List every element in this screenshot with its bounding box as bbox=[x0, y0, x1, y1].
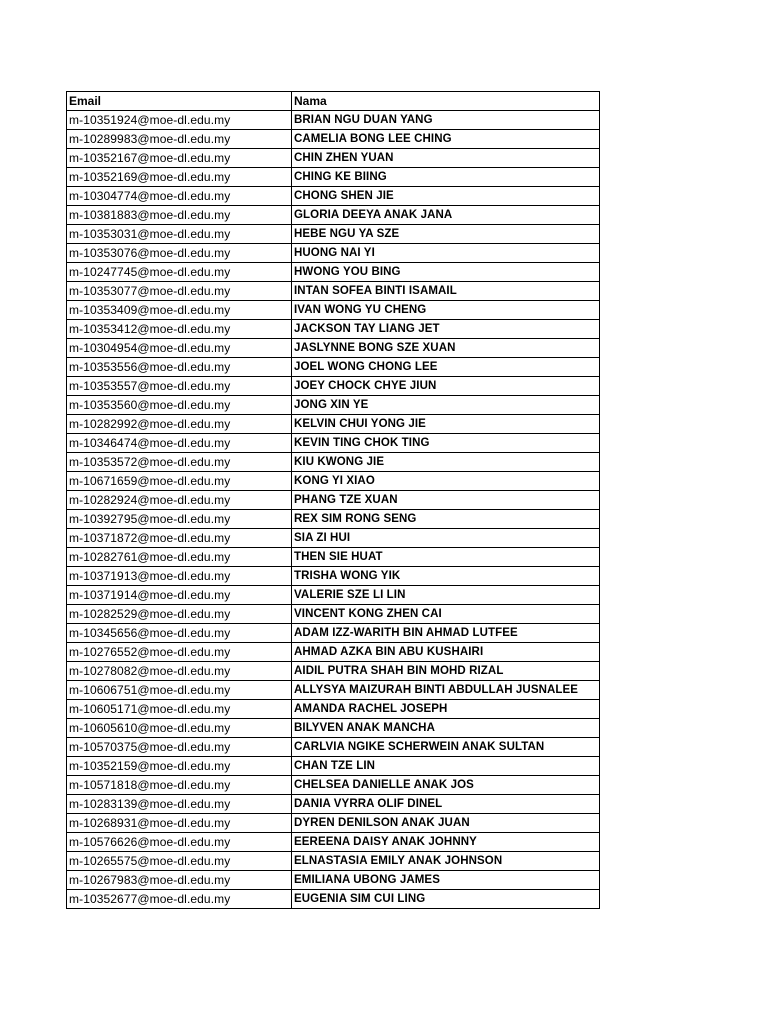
name-cell: KIU KWONG JIE bbox=[292, 453, 600, 472]
table-row bbox=[67, 377, 600, 396]
table-row bbox=[67, 681, 600, 700]
table-row bbox=[67, 301, 600, 320]
email-cell: m-10353077@moe-dl.edu.my bbox=[67, 282, 292, 301]
table-row bbox=[67, 149, 600, 168]
email-cell: m-10353572@moe-dl.edu.my bbox=[67, 453, 292, 472]
name-cell: JOEL WONG CHONG LEE bbox=[292, 358, 600, 377]
table-row bbox=[67, 814, 600, 833]
name-cell: CARLVIA NGIKE SCHERWEIN ANAK SULTAN bbox=[292, 738, 600, 757]
name-cell: REX SIM RONG SENG bbox=[292, 510, 600, 529]
name-cell: JONG XIN YE bbox=[292, 396, 600, 415]
email-cell: m-10304954@moe-dl.edu.my bbox=[67, 339, 292, 358]
table-row bbox=[67, 111, 600, 130]
table-header-row bbox=[67, 92, 600, 111]
email-cell: m-10571818@moe-dl.edu.my bbox=[67, 776, 292, 795]
email-cell: m-10282761@moe-dl.edu.my bbox=[67, 548, 292, 567]
name-cell: SIA ZI HUI bbox=[292, 529, 600, 548]
email-cell: m-10289983@moe-dl.edu.my bbox=[67, 130, 292, 149]
email-cell: m-10276552@moe-dl.edu.my bbox=[67, 643, 292, 662]
email-column-header: Email bbox=[67, 92, 292, 111]
email-cell: m-10351924@moe-dl.edu.my bbox=[67, 111, 292, 130]
table-row bbox=[67, 263, 600, 282]
table-row bbox=[67, 206, 600, 225]
table-row bbox=[67, 453, 600, 472]
email-cell: m-10371913@moe-dl.edu.my bbox=[67, 567, 292, 586]
name-cell: VINCENT KONG ZHEN CAI bbox=[292, 605, 600, 624]
name-cell: CHAN TZE LIN bbox=[292, 757, 600, 776]
email-cell: m-10352677@moe-dl.edu.my bbox=[67, 890, 292, 909]
table-row bbox=[67, 871, 600, 890]
table-row bbox=[67, 187, 600, 206]
email-cell: m-10353412@moe-dl.edu.my bbox=[67, 320, 292, 339]
email-cell: m-10353556@moe-dl.edu.my bbox=[67, 358, 292, 377]
email-cell: m-10278082@moe-dl.edu.my bbox=[67, 662, 292, 681]
table-row bbox=[67, 491, 600, 510]
name-cell: THEN SIE HUAT bbox=[292, 548, 600, 567]
email-cell: m-10353560@moe-dl.edu.my bbox=[67, 396, 292, 415]
email-cell: m-10304774@moe-dl.edu.my bbox=[67, 187, 292, 206]
name-cell: INTAN SOFEA BINTI ISAMAIL bbox=[292, 282, 600, 301]
table-row bbox=[67, 548, 600, 567]
name-cell: CHING KE BIING bbox=[292, 168, 600, 187]
name-cell: EUGENIA SIM CUI LING bbox=[292, 890, 600, 909]
email-cell: m-10570375@moe-dl.edu.my bbox=[67, 738, 292, 757]
table-row bbox=[67, 529, 600, 548]
email-cell: m-10371872@moe-dl.edu.my bbox=[67, 529, 292, 548]
email-cell: m-10352159@moe-dl.edu.my bbox=[67, 757, 292, 776]
email-cell: m-10268931@moe-dl.edu.my bbox=[67, 814, 292, 833]
email-cell: m-10345656@moe-dl.edu.my bbox=[67, 624, 292, 643]
table-row bbox=[67, 890, 600, 909]
table-row bbox=[67, 643, 600, 662]
table-row bbox=[67, 757, 600, 776]
email-cell: m-10282992@moe-dl.edu.my bbox=[67, 415, 292, 434]
name-cell: ADAM IZZ-WARITH BIN AHMAD LUTFEE bbox=[292, 624, 600, 643]
name-cell: EEREENA DAISY ANAK JOHNNY bbox=[292, 833, 600, 852]
email-cell: m-10282924@moe-dl.edu.my bbox=[67, 491, 292, 510]
name-cell: AHMAD AZKA BIN ABU KUSHAIRI bbox=[292, 643, 600, 662]
table-row bbox=[67, 225, 600, 244]
name-cell: CHONG SHEN JIE bbox=[292, 187, 600, 206]
name-cell: IVAN WONG YU CHENG bbox=[292, 301, 600, 320]
name-cell: EMILIANA UBONG JAMES bbox=[292, 871, 600, 890]
table-row bbox=[67, 244, 600, 263]
name-cell: ELNASTASIA EMILY ANAK JOHNSON bbox=[292, 852, 600, 871]
email-cell: m-10353076@moe-dl.edu.my bbox=[67, 244, 292, 263]
email-cell: m-10247745@moe-dl.edu.my bbox=[67, 263, 292, 282]
email-cell: m-10353409@moe-dl.edu.my bbox=[67, 301, 292, 320]
name-cell: ALLYSYA MAIZURAH BINTI ABDULLAH JUSNALEE bbox=[292, 681, 600, 700]
email-cell: m-10267983@moe-dl.edu.my bbox=[67, 871, 292, 890]
email-cell: m-10282529@moe-dl.edu.my bbox=[67, 605, 292, 624]
table-row bbox=[67, 130, 600, 149]
table-row bbox=[67, 358, 600, 377]
name-cell: JASLYNNE BONG SZE XUAN bbox=[292, 339, 600, 358]
table-row bbox=[67, 624, 600, 643]
name-cell: HWONG YOU BING bbox=[292, 263, 600, 282]
email-cell: m-10605171@moe-dl.edu.my bbox=[67, 700, 292, 719]
table-row bbox=[67, 472, 600, 491]
name-cell: VALERIE SZE LI LIN bbox=[292, 586, 600, 605]
student-email-sheet bbox=[66, 91, 599, 909]
table-row bbox=[67, 719, 600, 738]
name-cell: BILYVEN ANAK MANCHA bbox=[292, 719, 600, 738]
email-cell: m-10352167@moe-dl.edu.my bbox=[67, 149, 292, 168]
table-row bbox=[67, 510, 600, 529]
name-cell: DYREN DENILSON ANAK JUAN bbox=[292, 814, 600, 833]
table-row bbox=[67, 415, 600, 434]
email-cell: m-10392795@moe-dl.edu.my bbox=[67, 510, 292, 529]
table-row bbox=[67, 852, 600, 871]
table-row bbox=[67, 396, 600, 415]
email-cell: m-10353031@moe-dl.edu.my bbox=[67, 225, 292, 244]
table-row bbox=[67, 434, 600, 453]
email-cell: m-10605610@moe-dl.edu.my bbox=[67, 719, 292, 738]
name-cell: TRISHA WONG YIK bbox=[292, 567, 600, 586]
email-cell: m-10265575@moe-dl.edu.my bbox=[67, 852, 292, 871]
name-cell: CAMELIA BONG LEE CHING bbox=[292, 130, 600, 149]
table-row bbox=[67, 605, 600, 624]
email-cell: m-10283139@moe-dl.edu.my bbox=[67, 795, 292, 814]
name-cell: CHIN ZHEN YUAN bbox=[292, 149, 600, 168]
name-cell: KONG YI XIAO bbox=[292, 472, 600, 491]
table-row bbox=[67, 738, 600, 757]
table-row bbox=[67, 586, 600, 605]
email-cell: m-10381883@moe-dl.edu.my bbox=[67, 206, 292, 225]
name-cell: CHELSEA DANIELLE ANAK JOS bbox=[292, 776, 600, 795]
table-row bbox=[67, 776, 600, 795]
name-cell: KEVIN TING CHOK TING bbox=[292, 434, 600, 453]
email-cell: m-10671659@moe-dl.edu.my bbox=[67, 472, 292, 491]
table-row bbox=[67, 339, 600, 358]
nama-column-header: Nama bbox=[292, 92, 600, 111]
table-row bbox=[67, 833, 600, 852]
email-cell: m-10353557@moe-dl.edu.my bbox=[67, 377, 292, 396]
table-row bbox=[67, 168, 600, 187]
name-cell: JACKSON TAY LIANG JET bbox=[292, 320, 600, 339]
table-row bbox=[67, 662, 600, 681]
email-cell: m-10371914@moe-dl.edu.my bbox=[67, 586, 292, 605]
email-cell: m-10352169@moe-dl.edu.my bbox=[67, 168, 292, 187]
name-cell: AIDIL PUTRA SHAH BIN MOHD RIZAL bbox=[292, 662, 600, 681]
email-cell: m-10576626@moe-dl.edu.my bbox=[67, 833, 292, 852]
table-row bbox=[67, 795, 600, 814]
email-cell: m-10346474@moe-dl.edu.my bbox=[67, 434, 292, 453]
table-row bbox=[67, 567, 600, 586]
name-cell: HUONG NAI YI bbox=[292, 244, 600, 263]
name-cell: AMANDA RACHEL JOSEPH bbox=[292, 700, 600, 719]
name-cell: GLORIA DEEYA ANAK JANA bbox=[292, 206, 600, 225]
table-row bbox=[67, 282, 600, 301]
name-cell: DANIA VYRRA OLIF DINEL bbox=[292, 795, 600, 814]
table-body bbox=[67, 111, 600, 909]
table-row bbox=[67, 320, 600, 339]
name-cell: JOEY CHOCK CHYE JIUN bbox=[292, 377, 600, 396]
name-cell: KELVIN CHUI YONG JIE bbox=[292, 415, 600, 434]
name-cell: PHANG TZE XUAN bbox=[292, 491, 600, 510]
name-cell: HEBE NGU YA SZE bbox=[292, 225, 600, 244]
email-cell: m-10606751@moe-dl.edu.my bbox=[67, 681, 292, 700]
name-cell: BRIAN NGU DUAN YANG bbox=[292, 111, 600, 130]
table-row bbox=[67, 700, 600, 719]
student-email-table bbox=[66, 91, 600, 909]
